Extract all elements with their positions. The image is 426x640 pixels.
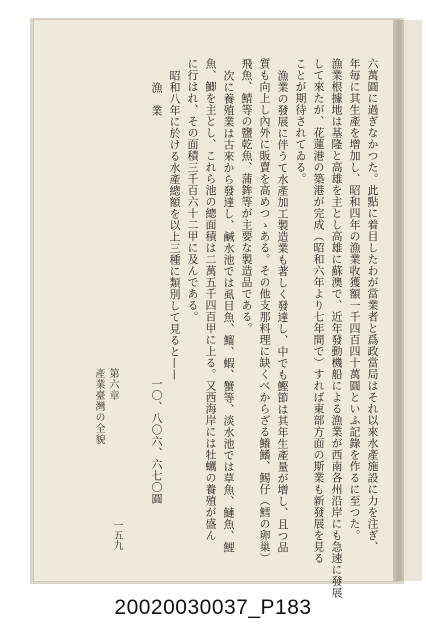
text-column: 漁業根據地は基隆と高雄を主とし高雄に蘇澳で、近年發動機船による漁業が西南各州沿岸にも急速に發展 [330, 58, 343, 599]
text-column: ことが期待されてゐる。 [294, 58, 307, 185]
text-column: 昭和八年に於ける水產總額を以上三種に類別して見ると—— [168, 70, 181, 381]
text-column: 年毎に其生產を增加し、昭和四年の漁業收獲額一千四百四十萬圓といふ記錄を作るに至つた。 [348, 58, 361, 541]
text-column: 漁 業 [150, 82, 163, 117]
text-column: 質も向上し內外に販賣を高めつゝある。その他支那料理に缺くべからざる鱶鰭、鯣仔（鱈の卵巢） [258, 58, 271, 564]
page-number: 一五九 [111, 520, 122, 550]
text-column: 漁業の發展に伴うて水產加工製造業も著しく發達し、中でも鰹節は其年生產量が增し、且つ品 [276, 70, 289, 553]
image-caption: 20020030037_P183 [114, 596, 312, 619]
text-column: 飛魚、鯖等の鹽乾魚、蒲鉾等が主要な製造品である。 [240, 58, 253, 334]
adjacent-page-edge [404, 20, 422, 581]
text-column: 六萬圓に過ぎなかつた。此點に着目したわが當業者と爲政當局はそれ以來水產施設に力を注ぎ、 [366, 58, 379, 553]
chapter-title: 產業臺灣の全貌 [93, 368, 104, 445]
text-column: 魚、鯽を主とし、これら池の總面積は二萬五千四百甲に上る。又西海岸には牡蠣の養殖が盛ん [204, 58, 217, 541]
text-column: に行はれ、その面積三千百六十二甲に及んである。 [186, 58, 199, 323]
text-column: 次に養殖業は古來から發達し、鹹水池では虱目魚、鰡、蝦、蟹等、淡水池では草魚、鰱魚、鯉 [222, 70, 235, 553]
amount-value: 一〇、八〇六、六七〇圓 [150, 378, 163, 505]
text-column: して來たが、花蓮港の築港が完成（昭和六年より七年間で）すれば東部方面の斯業も新發展を見る [312, 58, 325, 564]
chapter-label: 第六章 [107, 368, 118, 401]
